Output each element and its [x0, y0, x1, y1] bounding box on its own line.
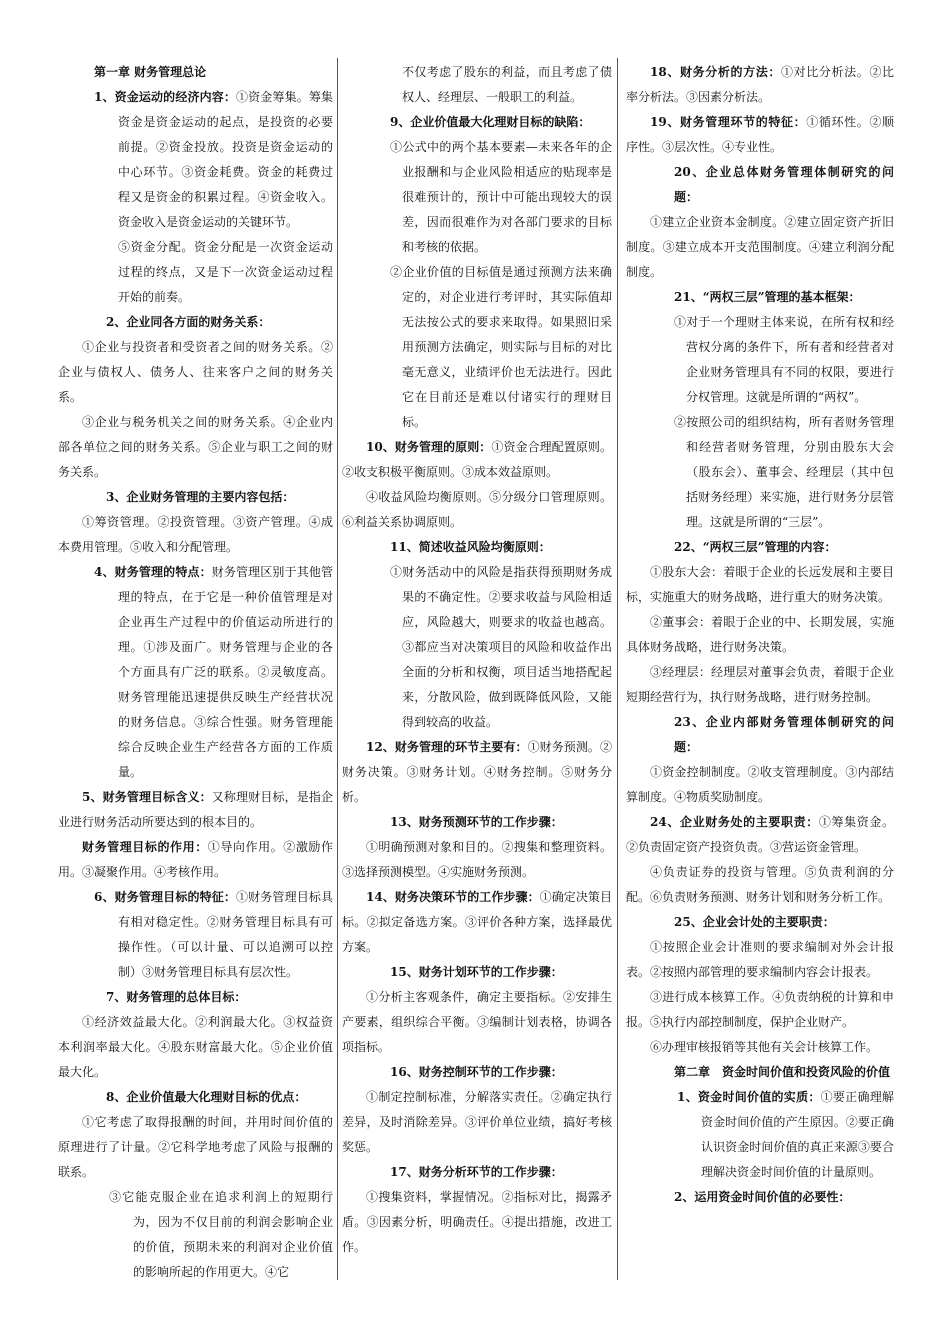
section-23-text: ①资金控制制度。②收支管理制度。③内部结算制度。④物质奖励制度。	[626, 765, 894, 804]
section-13-heading: 13、财务预测环节的工作步骤：	[390, 815, 563, 829]
column-3	[626, 60, 894, 1210]
section-7-heading: 7、财务管理的总体目标：	[106, 990, 247, 1004]
section-20-text: ①建立企业资本金制度。②建立固定资产折旧制度。③建立成本开支范围制度。④建立利润分配制度。	[626, 215, 894, 279]
section-5	[58, 785, 333, 835]
section-8-continuation: 不仅考虑了股东的利益，而且考虑了债权人、经理层、一般职工的利益。	[402, 65, 612, 104]
section-6-heading: 6、财务管理目标的特征：	[94, 890, 237, 904]
section-24-heading: 24、企业财务处的主要职责：	[650, 815, 819, 829]
section-14-text: ①确定决策目标。②拟定备选方案。③评价各种方案，选择最优方案。	[342, 890, 612, 954]
section-18-heading: 18、财务分析的方法：	[650, 65, 781, 79]
column-divider	[617, 58, 618, 1280]
section-17-text: ①搜集资料，掌握情况。②指标对比，揭露矛盾。③因素分析，明确责任。④提出措施，改进工作。	[342, 1190, 612, 1254]
section-25-text-1: ①按照企业会计准则的要求编制对外会计报表。②按照内部管理的要求编制内容会计报表。	[626, 940, 894, 979]
section-25-heading: 25、企业会计处的主要职责：	[674, 915, 835, 929]
section-11-text: ①财务活动中的风险是指获得预期财务成果的不确定性。②要求收益与风险相适应，风险越大，则要求的收益也越高。③都应当对决策项目的风险和收益作出全面的分析和权衡，项目适当地搭配起来，分散风险，做到既降低风险，又能得到较高的收益。	[390, 565, 612, 729]
section-12-text: ①财务预测。②财务决策。③财务计划。④财务控制。⑤财务分析。	[342, 740, 612, 804]
section-17-heading: 17、财务分析环节的工作步骤：	[390, 1165, 563, 1179]
chapter-2-section-1-heading: 1、资金时间价值的实质：	[677, 1090, 821, 1104]
section-10	[342, 435, 612, 485]
chapter-2-title: 第二章 资金时间价值和投资风险的价值	[674, 1065, 891, 1079]
section-6-text: ①财务管理目标具有相对稳定性。②财务管理目标具有可操作性。（可以计量、可以追溯可以控制）③财务管理目标具有层次性。	[118, 890, 333, 979]
section-4-heading: 4、财务管理的特点：	[94, 565, 212, 579]
section-9-heading: 9、企业价值最大化理财目标的缺陷：	[390, 115, 591, 129]
section-15-heading: 15、财务计划环节的工作步骤：	[390, 965, 563, 979]
section-25-text-2: ③进行成本核算工作。④负责纳税的计算和申报。⑤执行内部控制制度，保护企业财产。	[626, 990, 894, 1029]
section-1-heading: 1、资金运动的经济内容：	[94, 90, 237, 104]
section-10-text: ①资金合理配置原则。②收支积极平衡原则。③成本效益原则。	[342, 440, 612, 479]
section-21-text-1: ①对于一个理财主体来说，在所有权和经营权分离的条件下，所有者和经营者对企业财务管理具有不同的权限，要进行分权管理。这就是所谓的“两权”。	[674, 315, 894, 404]
chapter-2-section-1-text: ①要正确理解资金时间价值的产生原因。②要正确认识资金时间价值的真正来源③要合理解决资金时间价值的计量原则。	[701, 1090, 894, 1179]
section-16-heading: 16、财务控制环节的工作步骤：	[390, 1065, 563, 1079]
column-2	[342, 60, 612, 1260]
section-10-text-2: ④收益风险均衡原则。⑤分级分口管理原则。⑥利益关系协调原则。	[342, 490, 612, 529]
section-8-text-1: ①它考虑了取得报酬的时间，并用时间价值的原理进行了计量。②它科学地考虑了风险与报酬的联系。	[58, 1115, 333, 1179]
section-22-text-3: ③经理层：经理层对董事会负责，着眼于企业短期经营行为，执行财务战略，进行财务控制。	[626, 665, 894, 704]
section-25-text-3: ⑥办理审核报销等其他有关会计核算工作。	[650, 1040, 879, 1054]
section-7-text: ①经济效益最大化。②利润最大化。③权益资本利润率最大化。④股东财富最大化。⑤企业价值最大化。	[58, 1015, 333, 1079]
section-21-text-2: ②按照公司的组织结构，所有者财务管理和经营者财务管理，分别由股东大会（股东会）、董事会、经理层（其中包括财务经理）来实施，进行财务分层管理。这就是所谓的“三层”。	[674, 415, 894, 529]
section-1	[58, 85, 333, 235]
section-22-text-1: ①股东大会：着眼于企业的长远发展和主要目标，实施重大的财务战略，进行重大的财务决策。	[626, 565, 894, 604]
section-22-text-2: ②董事会：着眼于企业的中、长期发展，实施具体财务战略，进行财务决策。	[626, 615, 894, 654]
column-divider	[337, 58, 338, 1280]
section-8-text-2: ③它能克服企业在追求利润上的短期行为，因为不仅目前的利润会影响企业的价值，预期未来的利润对企业价值的影响所起的作用更大。④它	[109, 1190, 333, 1279]
section-1-text-2: ⑤资金分配。资金分配是一次资金运动过程的终点，又是下一次资金运动过程开始的前奏。	[118, 240, 333, 304]
section-20-heading: 20、企业总体财务管理体制研究的问题：	[674, 165, 894, 204]
section-24-text: ①筹集资金。②负责固定资产投资负责。③营运资金管理。	[626, 815, 894, 854]
section-3-heading: 3、企业财务管理的主要内容包括：	[106, 490, 295, 504]
section-5-heading: 5、财务管理目标含义：	[82, 790, 212, 804]
section-14	[342, 885, 612, 960]
section-19	[626, 110, 894, 160]
chapter-2-section-2-heading: 2、运用资金时间价值的必要性：	[674, 1190, 851, 1204]
section-5-text: 又称理财目标，是指企业进行财务活动所要达到的根本目的。	[58, 790, 333, 829]
section-19-heading: 19、财务管理环节的特征：	[650, 115, 807, 129]
column-1	[58, 60, 333, 1285]
section-5b-text: ①导向作用。②激励作用。③凝聚作用。④考核作用。	[58, 840, 333, 879]
section-15-text: ①分析主客观条件，确定主要指标。②安排生产要素，组织综合平衡。③编制计划表格，协调各项指标。	[342, 990, 612, 1054]
section-14-heading: 14、财务决策环节的工作步骤：	[366, 890, 540, 904]
section-5b-heading: 财务管理目标的作用：	[82, 840, 208, 854]
section-16-text: ①制定控制标准，分解落实责任。②确定执行差异，及时消除差异。③评价单位业绩，搞好考核奖惩。	[342, 1090, 612, 1154]
chapter-1-title: 第一章 财务管理总论	[94, 65, 207, 79]
section-24-text-2: ④负责证券的投资与管理。⑤负责利润的分配。⑥负责财务预测、财务计划和财务分析工作。	[626, 865, 894, 904]
section-18	[626, 60, 894, 110]
section-18-text: ①对比分析法。②比率分析法。③因素分析法。	[626, 65, 894, 104]
section-3-text: ①筹资管理。②投资管理。③资产管理。④成本费用管理。⑤收入和分配管理。	[58, 515, 333, 554]
section-24	[626, 810, 894, 860]
section-2-text-2: ③企业与税务机关之间的财务关系。④企业内部各单位之间的财务关系。⑤企业与职工之间的财务关系。	[58, 415, 333, 479]
section-4-text: 财务管理区别于其他管理的特点，在于它是一种价值管理是对企业再生产过程中的价值运动所进行的理。①涉及面广。财务管理与企业的各个方面具有广泛的联系。②灵敏度高。财务管理能迅速提供反映生产经营状况的财务信息。③综合性强。财务管理能综合反映企业生产经营各方面的工作质量。	[118, 565, 333, 779]
section-9-text-2: ②企业价值的目标值是通过预测方法来确定的，对企业进行考评时，其实际值却无法按公式的要求来取得。如果照旧采用预测方法确定，则实际与目标的对比毫无意义，业绩评价也无法进行。因此它在目前还是难以付诸实行的理财目标。	[390, 265, 612, 429]
section-21-heading: 21、“两权三层”管理的基本框架：	[674, 290, 861, 304]
section-8-heading: 8、企业价值最大化理财目标的优点：	[106, 1090, 307, 1104]
section-1-text: ①资金筹集。筹集资金是资金运动的起点，是投资的必要前提。②资金投放。投资是资金运动的中心环节。③资金耗费。资金的耗费过程又是资金的积累过程。④资金收入。资金收入是资金运动的关键环节。	[118, 90, 333, 229]
section-2-heading: 2、企业同各方面的财务关系：	[106, 315, 271, 329]
chapter-2-section-1	[626, 1085, 894, 1185]
section-4	[58, 560, 333, 785]
section-19-text: ①循环性。②顺序性。③层次性。④专业性。	[626, 115, 894, 154]
section-12-heading: 12、财务管理的环节主要有：	[366, 740, 528, 754]
section-9-text-1: ①公式中的两个基本要素—未来各年的企业报酬和与企业风险相适应的贴现率是很难预计的，预计中可能出现较大的误差，因而很难作为对各部门要求的目标和考核的依据。	[390, 140, 612, 254]
section-13-text: ①明确预测对象和目的。②搜集和整理资料。③选择预测模型。④实施财务预测。	[342, 840, 612, 879]
section-6	[58, 885, 333, 985]
section-11-heading: 11、简述收益风险均衡原则：	[390, 540, 551, 554]
section-23-heading: 23、企业内部财务管理体制研究的问题：	[674, 715, 894, 754]
section-10-heading: 10、财务管理的原则：	[366, 440, 492, 454]
section-22-heading: 22、“两权三层”管理的内容：	[674, 540, 837, 554]
section-12	[342, 735, 612, 810]
section-5b	[58, 835, 333, 885]
section-2-text-1: ①企业与投资者和受资者之间的财务关系。②企业与债权人、债务人、往来客户之间的财务关系。	[58, 340, 333, 404]
